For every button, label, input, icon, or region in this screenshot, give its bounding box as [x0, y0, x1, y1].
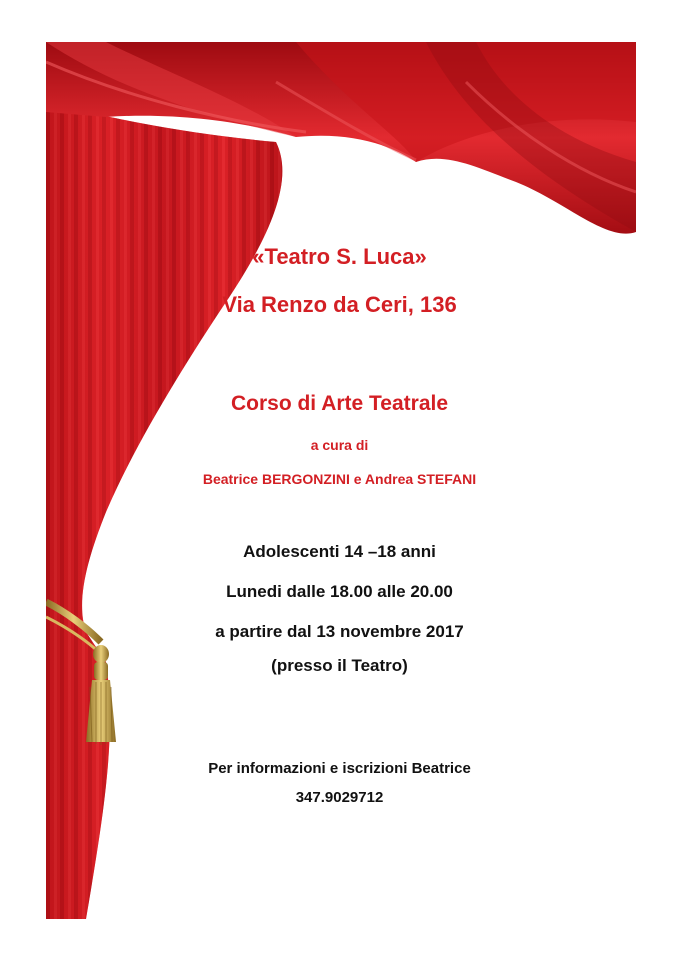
- course-title: Corso di Arte Teatrale: [230, 392, 449, 415]
- schedule-time: Lunedi dalle 18.00 alle 20.00: [226, 582, 453, 601]
- venue-name: «Teatro S. Luca»: [252, 244, 427, 269]
- phone-number: 347.9029712: [295, 789, 384, 806]
- location-note: (presso il Teatro): [271, 656, 408, 675]
- info-line: Per informazioni e iscrizioni Beatrice: [208, 760, 471, 777]
- teachers-names: Beatrice BERGONZINI e Andrea STEFANI: [202, 471, 477, 487]
- audience-age: Adolescenti 14 –18 anni: [243, 542, 436, 561]
- curated-by-label: a cura di: [310, 437, 369, 453]
- venue-address: Via Renzo da Ceri, 136: [222, 292, 457, 317]
- start-date: a partire dal 13 novembre 2017: [215, 622, 464, 641]
